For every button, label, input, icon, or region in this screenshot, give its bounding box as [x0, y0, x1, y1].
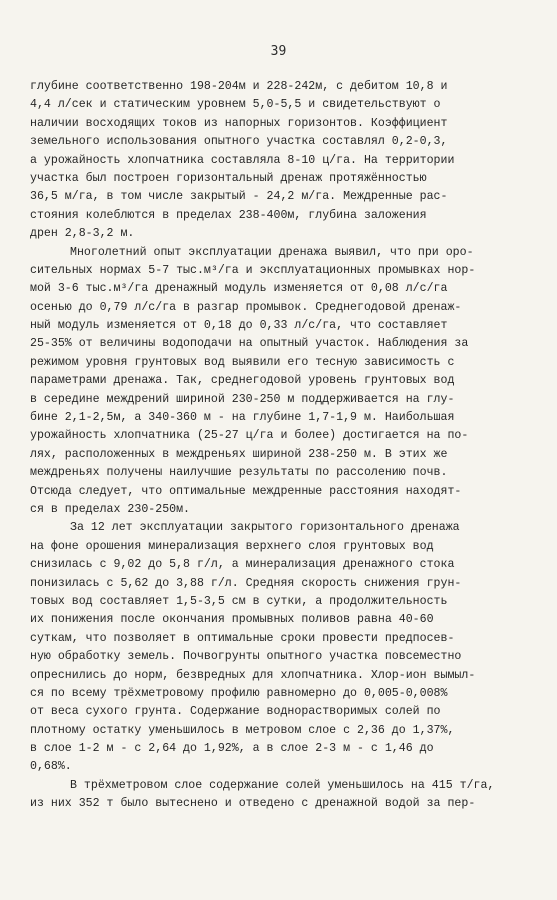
text-line: снизилась с 9,02 до 5,8 г/л, а минерализация дренажного стока: [30, 558, 455, 572]
text-line: понизилась с 5,62 до 3,88 г/л. Средняя скорость снижения грун-: [30, 576, 462, 590]
text-line: 36,5 м/га, в том числе закрытый - 24,2 м/га. Междренные рас-: [30, 190, 448, 204]
text-line: дрен 2,8-3,2 м.: [30, 227, 135, 241]
text-line: междреньях получены наилучшие результаты по рассолению почв.: [30, 466, 448, 480]
text-line: 0,68%.: [30, 760, 72, 774]
text-line: урожайность хлопчатника (25-27 ц/га и более) достигается на по-: [30, 429, 469, 443]
text-line: из них 352 т было вытеснено и отведено с дренажной водой за пер-: [30, 797, 476, 811]
text-line: За 12 лет эксплуатации закрытого горизонтального дренажа: [70, 521, 460, 535]
text-line: суткам, что позволяет в оптимальные сроки провести предпосев-: [30, 631, 455, 645]
text-line: осенью до 0,79 л/с/га в разгар промывок. Среднегодовой дренаж-: [30, 300, 462, 314]
text-line: ный модуль изменяется от 0,18 до 0,33 л/с/га, что составляет: [30, 319, 448, 333]
text-line: в середине междрений шириной 230-250 м поддерживается на глу-: [30, 392, 455, 406]
text-line: товых вод составляет 1,5-3,5 см в сутки, а продолжительность: [30, 594, 448, 608]
text-line: Отсюда следует, что оптимальные междренные расстояния находят-: [30, 484, 462, 498]
text-line: ся в пределах 230-250м.: [30, 502, 191, 516]
text-line: бине 2,1-2,5м, а 340-360 м - на глубине 1,7-1,9 м. Наибольшая: [30, 411, 455, 425]
text-line: В трёхметровом слое содержание солей уменьшилось на 415 т/га,: [70, 778, 495, 792]
text-line: на фоне орошения минерализация верхнего слоя грунтовых вод: [30, 539, 434, 553]
body-text: [30, 78, 535, 814]
text-line: параметрами дренажа. Так, среднегодовой уровень грунтовых вод: [30, 374, 455, 388]
text-line: от веса сухого грунта. Содержание воднорастворимых солей по: [30, 705, 441, 719]
text-line: режимом уровня грунтовых вод выявили его тесную зависимость с: [30, 355, 455, 369]
text-line: опреснились до норм, безвредных для хлопчатника. Хлор-ион вымыл-: [30, 668, 476, 682]
text-line: их понижения после окончания промывных поливов равна 40-60: [30, 613, 434, 627]
text-line: в слое 1-2 м - с 2,64 до 1,92%, а в слое 2-3 м - с 1,46 до: [30, 742, 434, 756]
text-line: ную обработку земель. Почвогрунты опытного участка повсеместно: [30, 650, 462, 664]
text-line: ся по всему трёхметровому профилю равномерно до 0,005-0,008%: [30, 686, 448, 700]
text-line: земельного использования опытного участка составлял 0,2-0,3,: [30, 135, 448, 149]
text-line: лях, расположенных в междреньях шириной 238-250 м. В этих же: [30, 447, 448, 461]
page-number: 39: [270, 44, 287, 59]
text-line: мой 3-6 тыс.м³/га дренажный модуль изменяется от 0,08 л/с/га: [30, 282, 448, 296]
text-line: стояния колеблются в пределах 238-400м, глубина заложения: [30, 208, 427, 222]
text-line: участка был построен горизонтальный дренаж протяжённостью: [30, 171, 427, 185]
text-line: Многолетний опыт эксплуатации дренажа выявил, что при оро-: [70, 245, 474, 259]
text-line: глубине соответственно 198-204м и 228-242м, с дебитом 10,8 и: [30, 80, 448, 93]
text-line: а урожайность хлопчатника составляла 8-10 ц/га. На территории: [30, 153, 455, 167]
text-line: 25-35% от величины водоподачи на опытный участок. Наблюдения за: [30, 337, 469, 351]
text-line: наличии восходящих токов из напорных горизонтов. Коэффициент: [30, 116, 448, 130]
text-line: плотному остатку уменьшилось в метровом слое с 2,36 до 1,37%,: [30, 723, 455, 737]
text-line: 4,4 л/сек и статическим уровнем 5,0-5,5 и свидетельствуют о: [30, 98, 441, 112]
text-line: сительных нормах 5-7 тыс.м³/га и эксплуатационных промывках нор-: [30, 263, 476, 277]
